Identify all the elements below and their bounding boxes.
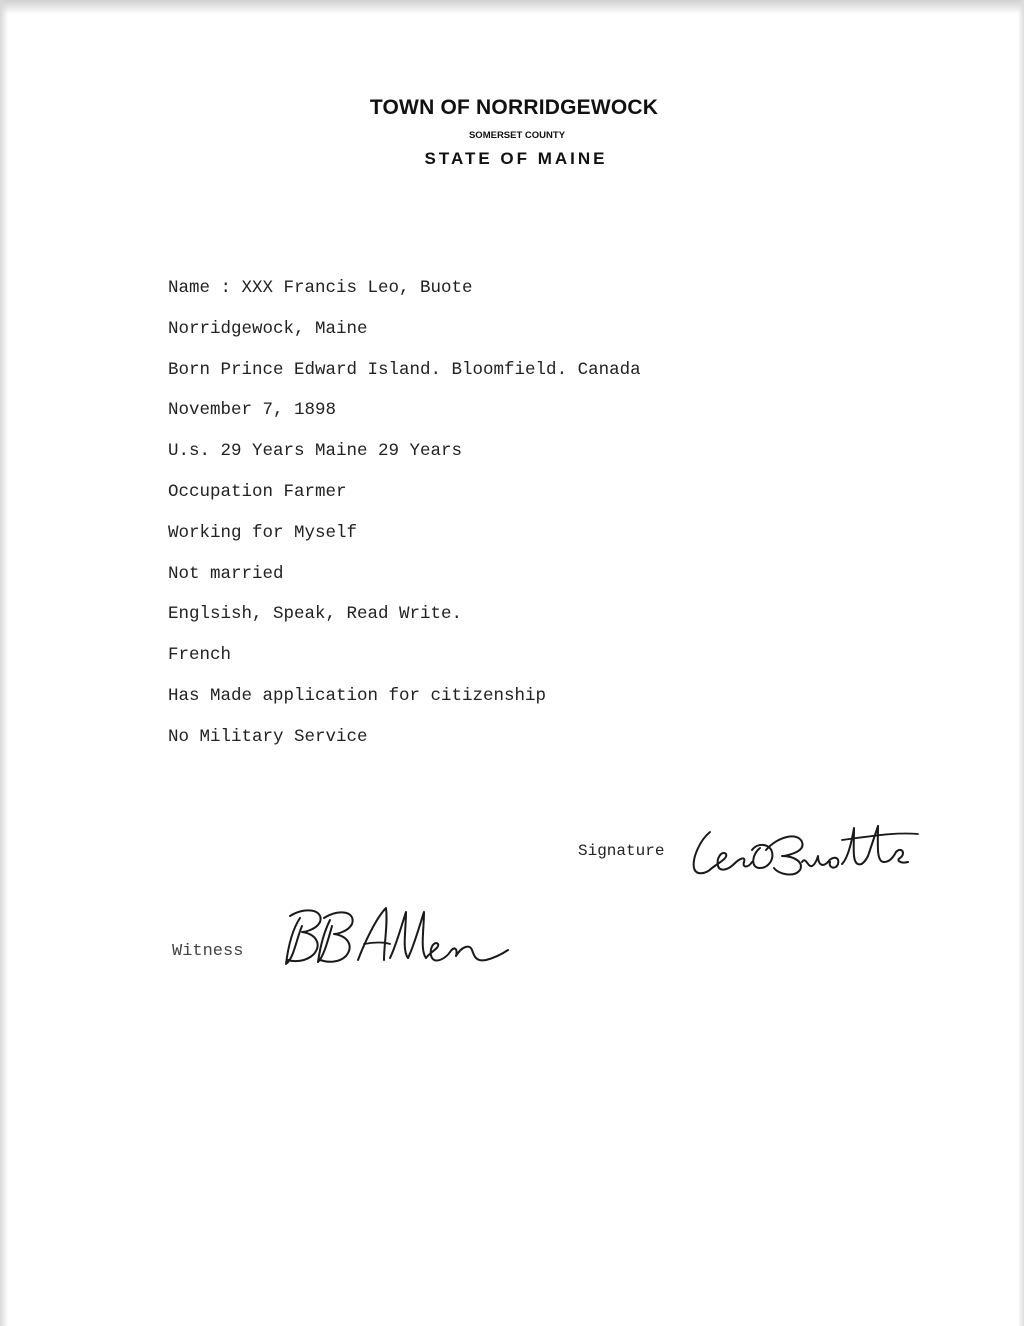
scan-edge-right (1018, 0, 1024, 1326)
record-birthplace: Born Prince Edward Island. Bloomfield. Canada (168, 359, 641, 380)
witness-handwriting (280, 900, 540, 990)
record-military-service: No Military Service (168, 726, 368, 747)
scan-edge-top (0, 0, 1024, 14)
record-language-french: French (168, 645, 232, 666)
witness-block (172, 900, 572, 990)
record-citizenship: Has Made application for citizenship (168, 685, 547, 706)
record-marital-status: Not married (168, 563, 284, 584)
record-residency-years: U.s. 29 Years Maine 29 Years (168, 441, 463, 462)
record-employer: Working for Myself (168, 522, 358, 543)
record-language-english: Englsish, Speak, Read Write. (168, 604, 463, 625)
letterhead-county: SOMERSET COUNTY (468, 130, 566, 141)
record-occupation: Occupation Farmer (168, 481, 347, 502)
record-residence: Norridgewock, Maine (168, 318, 368, 339)
typed-record (168, 276, 868, 766)
signature-block (578, 810, 998, 890)
record-birthdate: November 7, 1898 (168, 400, 337, 421)
letterhead-state: STATE OF MAINE (424, 149, 608, 168)
signature-label: Signature (578, 842, 665, 860)
witness-label: Witness (172, 942, 244, 961)
scan-edge-left (0, 0, 8, 1326)
letterhead-town: TOWN OF NORRIDGEWOCK (369, 96, 659, 119)
signature-handwriting (682, 810, 932, 890)
record-name: Name : XXX Francis Leo, Buote (168, 278, 473, 298)
letterhead (0, 96, 1024, 169)
